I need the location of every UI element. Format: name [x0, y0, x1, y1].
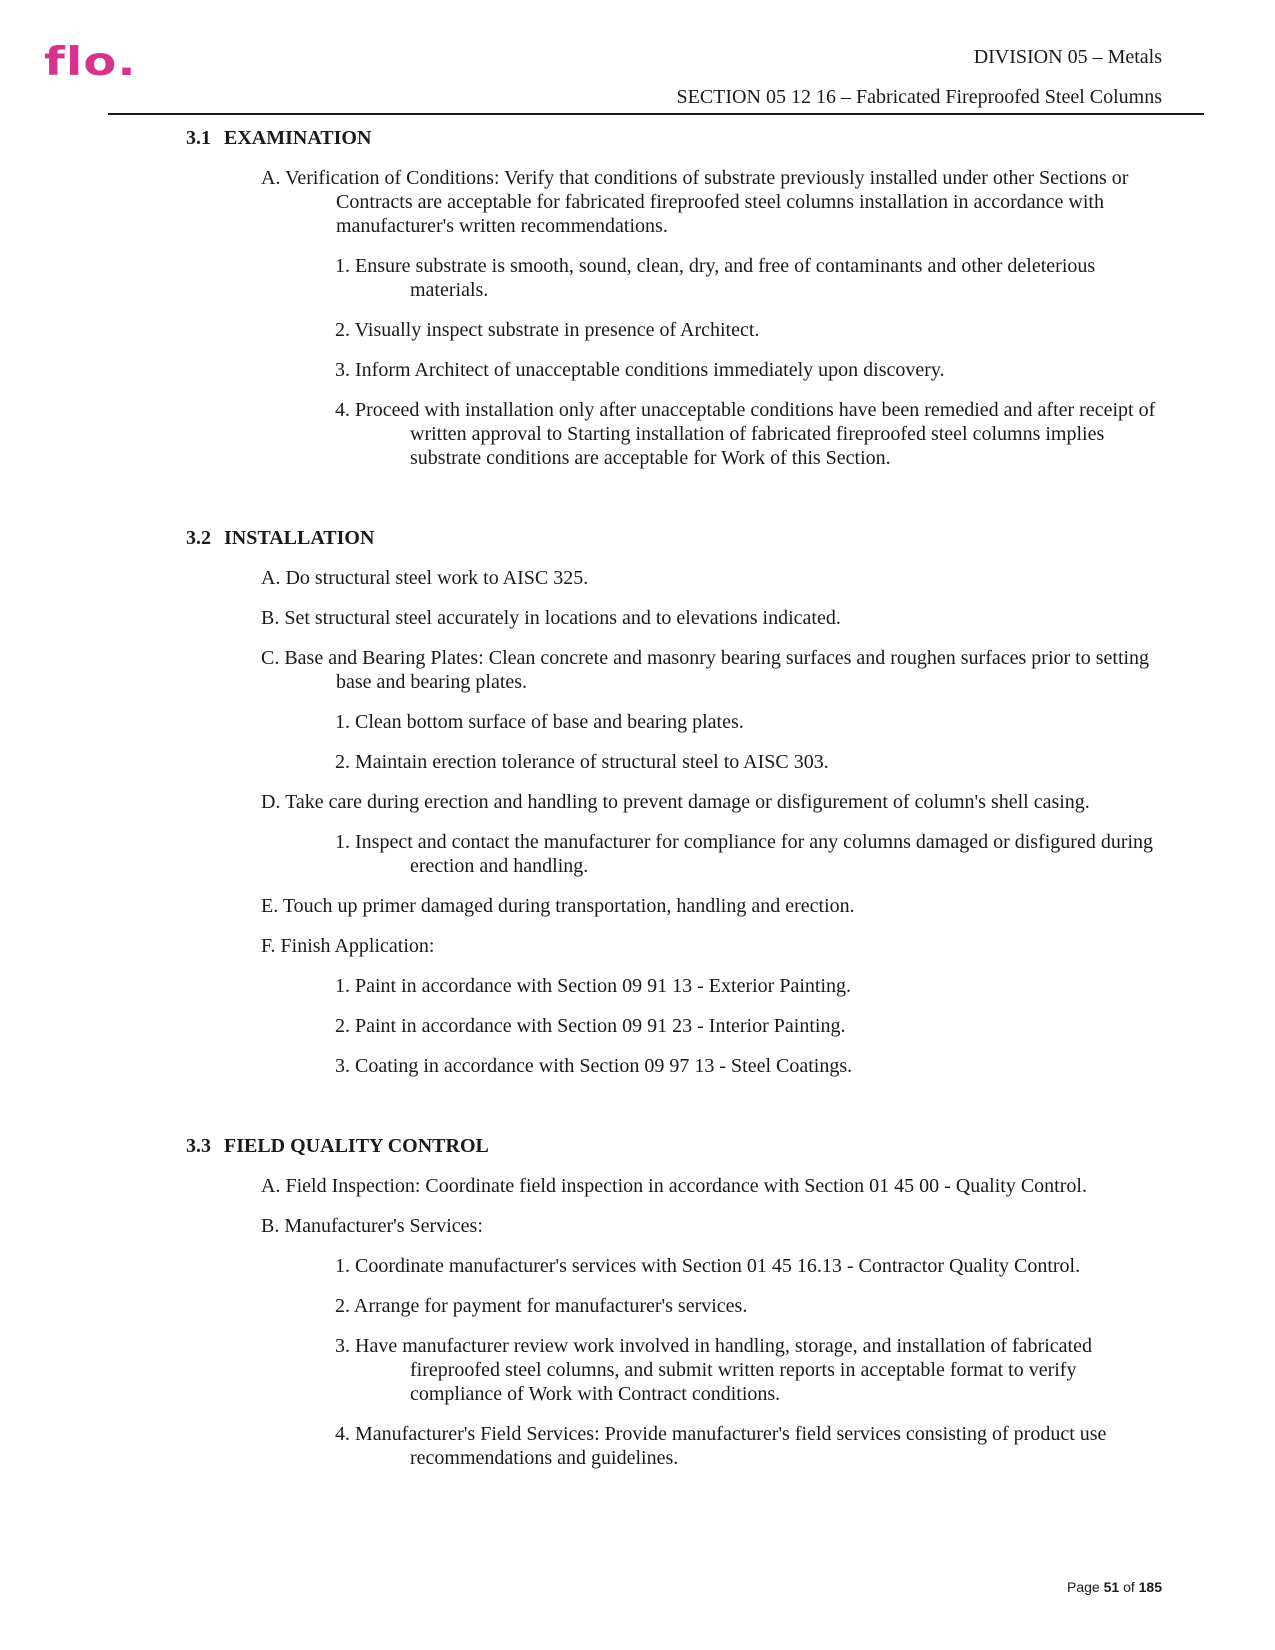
- sub-list-item: [0, 974, 1156, 998]
- header-rule: [108, 113, 1204, 115]
- sub-list-item: [0, 254, 1156, 302]
- section-title: [0, 526, 1275, 550]
- flo-logo: flo.: [44, 38, 137, 85]
- total-pages: 185: [1138, 1579, 1162, 1595]
- sub-list-item: [0, 1254, 1156, 1278]
- subitem-text: Ensure substrate is smooth, sound, clean, dry, and free of contaminants and other deleterious materials.: [355, 255, 1096, 301]
- subitem-marker: 2.: [335, 1015, 350, 1037]
- division-header: DIVISION 05 – Metals: [973, 46, 1162, 68]
- section-spacer: [0, 486, 1275, 526]
- item-marker: A.: [261, 567, 281, 589]
- section-3-3: [0, 1134, 1275, 1470]
- section-heading: INSTALLATION: [224, 527, 375, 549]
- item-text: Field Inspection: Coordinate field inspection in accordance with Section 01 45 00 - Quality Control.: [285, 1175, 1087, 1197]
- list-item: [0, 646, 1164, 694]
- list-item: [0, 934, 1164, 958]
- item-text: Verification of Conditions: Verify that conditions of substrate previously installed under other Sections or Contracts are acceptable for fabricated fireproofed steel columns installation in accordance with manufacturer's written recommendations.: [285, 167, 1129, 237]
- subitem-text: Coordinate manufacturer's services with Section 01 45 16.13 - Contractor Quality Control.: [355, 1255, 1081, 1277]
- item-marker: C.: [261, 647, 280, 669]
- subitem-text: Paint in accordance with Section 09 91 13 - Exterior Painting.: [355, 975, 851, 997]
- subitem-text: Proceed with installation only after unacceptable conditions have been remedied and after receipt of written approval to Starting installation of fabricated fireproofed steel columns implies substrate conditions are acceptable for Work of this Section.: [355, 399, 1156, 469]
- section-header: SECTION 05 12 16 – Fabricated Fireproofed Steel Columns: [676, 86, 1162, 108]
- sub-list-item: [0, 1334, 1156, 1406]
- sub-list-item: [0, 1054, 1156, 1078]
- sub-list-item: [0, 1422, 1156, 1470]
- section-heading: FIELD QUALITY CONTROL: [224, 1135, 489, 1157]
- list-item: [0, 606, 1164, 630]
- item-text: Touch up primer damaged during transportation, handling and erection.: [282, 895, 855, 917]
- page-number: 51: [1103, 1579, 1120, 1595]
- subitem-marker: 1.: [335, 711, 350, 733]
- subitem-text: Visually inspect substrate in presence of Architect.: [354, 319, 760, 341]
- subitem-text: Inspect and contact the manufacturer for compliance for any columns damaged or disfigured during erection and handling.: [355, 831, 1154, 877]
- list-item: [0, 166, 1164, 238]
- item-text: Set structural steel accurately in locations and to elevations indicated.: [284, 607, 841, 629]
- section-number: 3.1: [186, 127, 211, 149]
- section-3-2: [0, 526, 1275, 1078]
- document-body: [0, 126, 1275, 1486]
- list-item: [0, 1174, 1164, 1198]
- sub-list-item: [0, 1014, 1156, 1038]
- section-number: 3.3: [186, 1135, 211, 1157]
- subitem-marker: 3.: [335, 1335, 350, 1357]
- subitem-text: Manufacturer's Field Services: Provide manufacturer's field services consisting of product use recommendations and guidelines.: [355, 1423, 1107, 1469]
- section-title: [0, 126, 1275, 150]
- page-label: Page: [1067, 1579, 1100, 1595]
- subitem-text: Inform Architect of unacceptable conditions immediately upon discovery.: [355, 359, 945, 381]
- item-text: Do structural steel work to AISC 325.: [285, 567, 589, 589]
- subitem-marker: 3.: [335, 1055, 350, 1077]
- subitem-marker: 2.: [335, 751, 350, 773]
- subitem-marker: 4.: [335, 1423, 350, 1445]
- item-marker: B.: [261, 1215, 280, 1237]
- subitem-marker: 1.: [335, 1255, 350, 1277]
- subitem-marker: 1.: [335, 831, 350, 853]
- item-text: Manufacturer's Services:: [284, 1215, 483, 1237]
- subitem-marker: 3.: [335, 359, 350, 381]
- list-item: [0, 790, 1164, 814]
- list-item: [0, 566, 1164, 590]
- section-heading: EXAMINATION: [224, 127, 372, 149]
- item-text: Base and Bearing Plates: Clean concrete and masonry bearing surfaces and roughen surfaces prior to setting base and bearing plates.: [284, 647, 1150, 693]
- sub-list-item: [0, 710, 1156, 734]
- subitem-text: Clean bottom surface of base and bearing plates.: [355, 711, 744, 733]
- subitem-text: Maintain erection tolerance of structural steel to AISC 303.: [355, 751, 829, 773]
- item-text: Finish Application:: [280, 935, 435, 957]
- section-3-1: [0, 126, 1275, 470]
- item-marker: E.: [261, 895, 279, 917]
- item-marker: A.: [261, 167, 281, 189]
- subitem-text: Coating in accordance with Section 09 97 13 - Steel Coatings.: [355, 1055, 853, 1077]
- item-marker: F.: [261, 935, 276, 957]
- item-marker: D.: [261, 791, 281, 813]
- sub-list-item: [0, 398, 1156, 470]
- subitem-text: Arrange for payment for manufacturer's services.: [353, 1295, 748, 1317]
- of-label: of: [1123, 1579, 1135, 1595]
- list-item: [0, 894, 1164, 918]
- sub-list-item: [0, 1294, 1156, 1318]
- sub-list-item: [0, 750, 1156, 774]
- subitem-text: Paint in accordance with Section 09 91 23 - Interior Painting.: [355, 1015, 846, 1037]
- subitem-marker: 2.: [335, 319, 350, 341]
- subitem-marker: 1.: [335, 975, 350, 997]
- sub-list-item: [0, 318, 1156, 342]
- section-title: [0, 1134, 1275, 1158]
- subitem-text: Have manufacturer review work involved in handling, storage, and installation of fabricated fireproofed steel columns, and submit written reports in acceptable format to verify compliance of Work with Contract conditions.: [355, 1335, 1092, 1405]
- subitem-marker: 4.: [335, 399, 350, 421]
- list-item: [0, 1214, 1164, 1238]
- page-footer: [1067, 1579, 1162, 1595]
- subitem-marker: 1.: [335, 255, 350, 277]
- item-marker: A.: [261, 1175, 281, 1197]
- sub-list-item: [0, 358, 1156, 382]
- sub-list-item: [0, 830, 1156, 878]
- subitem-marker: 2.: [335, 1295, 350, 1317]
- item-marker: B.: [261, 607, 280, 629]
- section-number: 3.2: [186, 527, 211, 549]
- section-spacer: [0, 1094, 1275, 1134]
- item-text: Take care during erection and handling to prevent damage or disfigurement of column's shell casing.: [285, 791, 1090, 813]
